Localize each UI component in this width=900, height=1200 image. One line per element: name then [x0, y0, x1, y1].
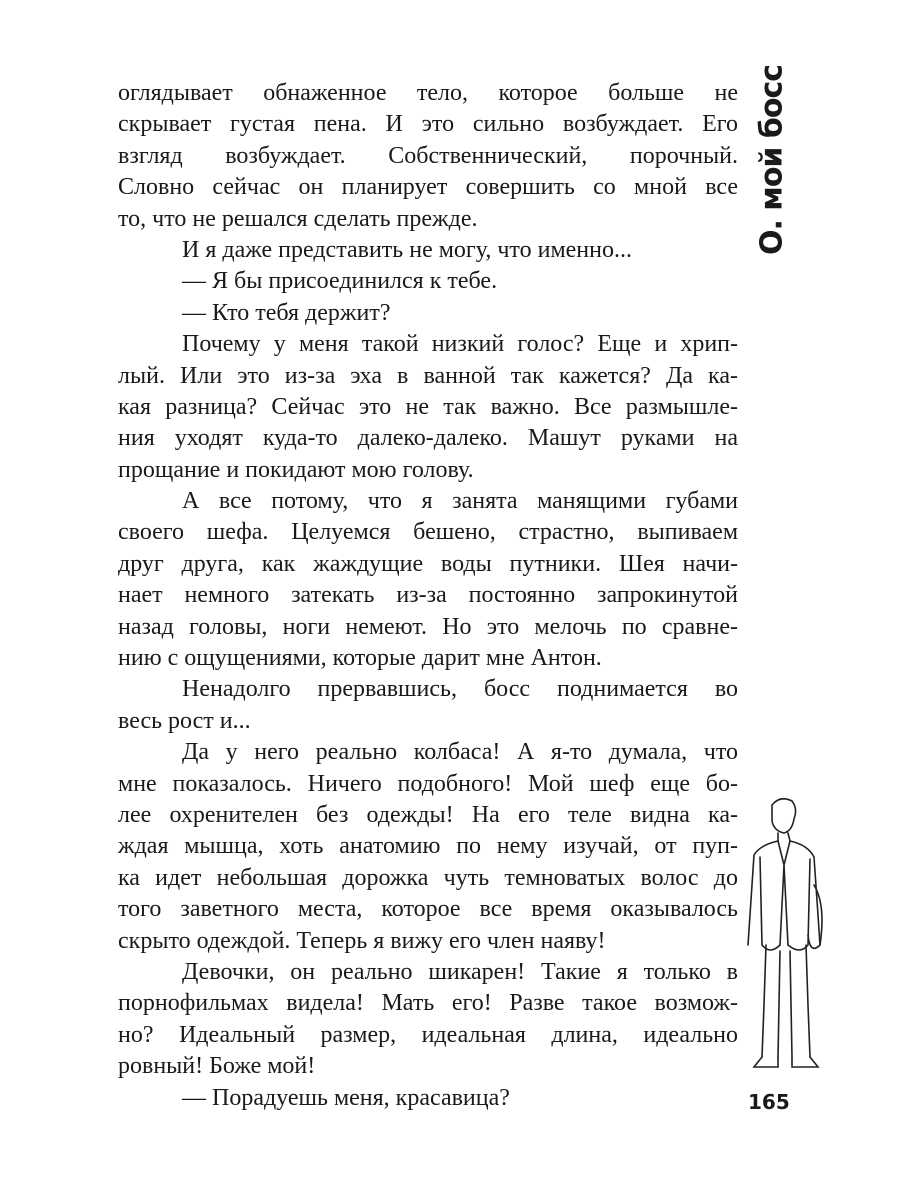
text-line: А все потому, что я занята манящими губами	[182, 488, 738, 515]
body-text	[118, 78, 738, 1114]
running-title: О. мой босс	[754, 64, 790, 256]
text-line: скрывает густая пена. И это сильно возбуждает. Его	[118, 111, 738, 138]
man-illustration	[740, 795, 835, 1075]
text-line: — Я бы присоединился к тебе.	[182, 268, 498, 295]
text-line: нает немного затекать из-за постоянно запрокинутой	[118, 582, 738, 609]
text-line: оглядывает обнаженное тело, которое больше не	[118, 80, 738, 106]
text-line: Почему у меня такой низкий голос? Еще и хрип-	[182, 331, 738, 358]
text-line: мне показалось. Ничего подобного! Мой шеф еще бо-	[118, 770, 738, 797]
text-line: Ненадолго прервавшись, босс поднимается во	[182, 676, 738, 703]
text-line: назад головы, ноги немеют. Но это мелочь по сравне-	[118, 613, 738, 640]
text-line: кая разница? Сейчас это не так важно. Все размышле-	[118, 393, 738, 420]
text-line: ка идет небольшая дорожка чуть темноватых волос до	[118, 864, 738, 891]
text-line: лее охренителен без одежды! На его теле видна ка-	[118, 801, 738, 828]
text-line: порнофильмах видела! Мать его! Разве такое возмож-	[118, 990, 738, 1017]
text-line: своего шефа. Целуемся бешено, страстно, выпиваем	[118, 519, 738, 546]
text-line: скрыто одеждой. Теперь я вижу его член наяву!	[118, 927, 606, 954]
text-line: — Кто тебя держит?	[182, 299, 391, 326]
text-line: лый. Или это из-за эха в ванной так кажется? Да ка-	[118, 362, 738, 389]
text-line: взгляд возбуждает. Собственнический, порочный.	[118, 142, 738, 169]
page-number: 165	[748, 1090, 790, 1114]
text-line: Да у него реально колбаса! А я-то думала, что	[182, 739, 738, 766]
text-line: Словно сейчас он планирует совершить со мной все	[118, 174, 738, 201]
text-line: нию с ощущениями, которые дарит мне Антон.	[118, 645, 602, 672]
text-line: Девочки, он реально шикарен! Такие я только в	[182, 958, 738, 985]
text-line: весь рост и...	[118, 707, 251, 734]
text-line: ния уходят куда-то далеко-далеко. Машут руками на	[118, 425, 738, 452]
text-line: друг друга, как жаждущие воды путники. Шея начи-	[118, 550, 738, 577]
text-line: — Порадуешь меня, красавица?	[182, 1084, 510, 1111]
text-line: И я даже представить не могу, что именно...	[182, 236, 632, 263]
text-line: то, что не решался сделать прежде.	[118, 205, 478, 232]
text-line: но? Идеальный размер, идеальная длина, идеально	[118, 1021, 738, 1048]
text-line: прощание и покидают мою голову.	[118, 456, 474, 483]
text-line: ровный! Боже мой!	[118, 1053, 316, 1080]
text-line: ждая мышца, хоть анатомию по нему изучай, от пуп-	[118, 833, 738, 860]
text-line: того заветного места, которое все время оказывалось	[118, 896, 738, 923]
